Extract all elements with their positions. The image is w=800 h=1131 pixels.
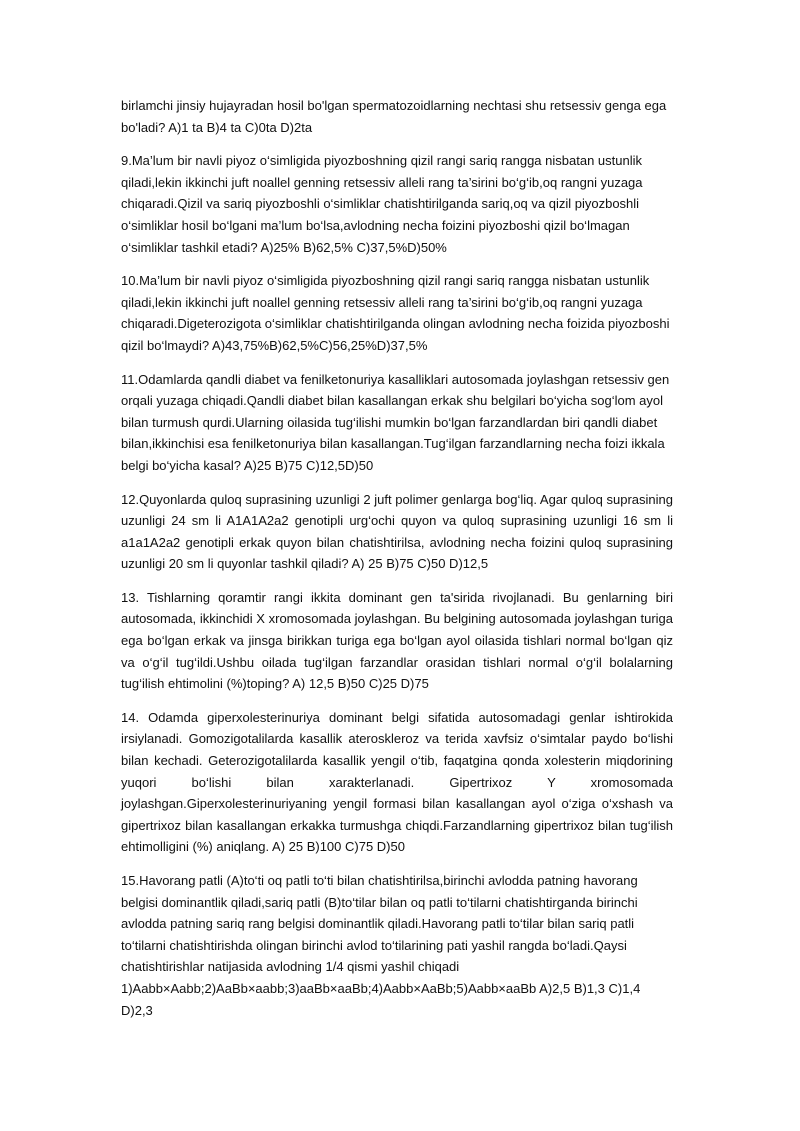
document-page — [121, 95, 673, 1021]
question-15: 15.Havorang patli (A)to‘ti oq patli to‘ti bilan chatishtirilsa,birinchi avlodda patning havorang belgisi dominantlik qiladi,sariq patli (B)to‘tilar bilan oq patli to‘tilarni chatishtirganda birinchi avlodda patning sariq rang belgisi dominantlik qiladi.Havorang patli to‘tilar bilan sariq patli to‘tilarni chatishtirishda olingan birinchi avlod to‘tilarining pati yashil rangda bo‘ladi.Qaysi chatishtirishlar natijasida avlodning 1/4 qismi yashil chiqadi 1)Aabb×Aabb;2)AaBb×aabb;3)aaBb×aaBb;4)Aabb×AaBb;5)Aabb×aaBb A)2,5 B)1,3 C)1,4 D)2,3 — [121, 873, 641, 1018]
question-10: 10.Ma’lum bir navli piyoz o‘simligida piyozboshning qizil rangi sariq rangga nisbatan ustunlik qiladi,lekin ikkinchi juft noallel genning retsessiv alleli rang ta’sirini bo‘g‘ib,oq rangni yuzaga chiqaradi.Digeterozigota o‘simliklar chatishtirilganda olingan avlodning necha foizida piyozboshi qizil bo‘lmaydi? A)43,75%B)62,5%C)56,25%D)37,5% — [121, 273, 670, 353]
question-8-continuation: birlamchi jinsiy hujayradan hosil bo'lgan spermatozoidlarning nechtasi shu retsessiv genga ega bo'ladi? A)1 ta B)4 ta C)0ta D)2ta — [121, 98, 667, 135]
question-12: 12.Quyonlarda quloq suprasining uzunligi 2 juft polimer genlarga bog‘liq. Agar quloq suprasining uzunligi 24 sm li A1A1A2a2 genotipli urg‘ochi quyon va quloq suprasining uzunligi 16 sm li a1a1A2a2 genotipli erkak quyon bilan chatishtirilsa, avlodning necha foizini quloq suprasining uzunligi 20 sm li quyonlar tashkil qiladi? A) 25 B)75 C)50 D)12,5 — [121, 491, 673, 572]
question-14: 14. Odamda giperxolesterinuriya dominant belgi sifatida autosomadagi genlar ishtirokida irsiylanadi. Gomozigotalilarda kasallik ateroskleroz va terida xavfsiz o‘simtalar paydo bo‘lishi bilan kechadi. Geterozigotalilarda kasallik yengil o‘tib, faqatgina qonda xolesterin miqdorining yuqori bo‘lishi bilan xarakterlanadi. Gipertrixoz Y xromosomada joylashgan.Giperxolesterinuriyaning yengil formasi bilan kasallangan ayol o‘ziga o‘xshash va gipertrixoz bilan kasallangan erkakka turmushga chiqdi.Farzandlarning gipertrixoz bilan tug‘ilish ehtimolligini (%) aniqlang. A) 25 B)100 C)75 D)50 — [121, 709, 673, 855]
question-9: 9.Ma’lum bir navli piyoz o‘simligida piyozboshning qizil rangi sariq rangga nisbatan ustunlik qiladi,lekin ikkinchi juft noallel genning retsessiv alleli rang ta’sirini bo‘g‘ib,oq rangni yuzaga chiqaradi.Qizil va sariq piyozboshli o‘simliklar chatishtirilganda sariq,oq va qizil piyozboshli o‘simliklar hosil bo‘lgani ma’lum bo‘lsa,avlodning necha foizini piyozboshi qizil bo‘lmagan o‘simliklar tashkil etadi? A)25% B)62,5% C)37,5%D)50% — [121, 153, 643, 255]
question-11: 11.Odamlarda qandli diabet va fenilketonuriya kasalliklari autosomada joylashgan retsessiv gen orqali yuzaga chiqadi.Qandli diabet bilan kasallangan erkak shu belgilari bo‘yicha sog‘lom ayol bilan turmush qurdi.Ularning oilasida tug‘ilishi mumkin bo‘lgan farzandlardan biri qandli diabet bilan,ikkinchisi esa fenilketonuriya bilan kasallangan.Tug‘ilgan farzandlarning necha foizi ikkala belgi bo‘yicha kasal? A)25 B)75 C)12,5D)50 — [121, 371, 670, 473]
question-13: 13. Tishlarning qoramtir rangi ikkita dominant gen ta'sirida rivojlanadi. Bu genlarning biri autosomada, ikkinchidi X xromosomada joylashgan. Bu belgining autosomada joylashgan turiga ega bo‘lgan erkak va jinsga birikkan turiga ega bo‘lgan ayol oilasida tishlari normal bo‘lgan qiz va o‘g‘il tug‘ildi.Ushbu oilada tug‘ilgan farzandlar orasidan tishlari normal o‘g‘il bolalarning tug‘ilish ehtimolini (%)toping? A) 12,5 B)50 C)25 D)75 — [121, 589, 673, 692]
